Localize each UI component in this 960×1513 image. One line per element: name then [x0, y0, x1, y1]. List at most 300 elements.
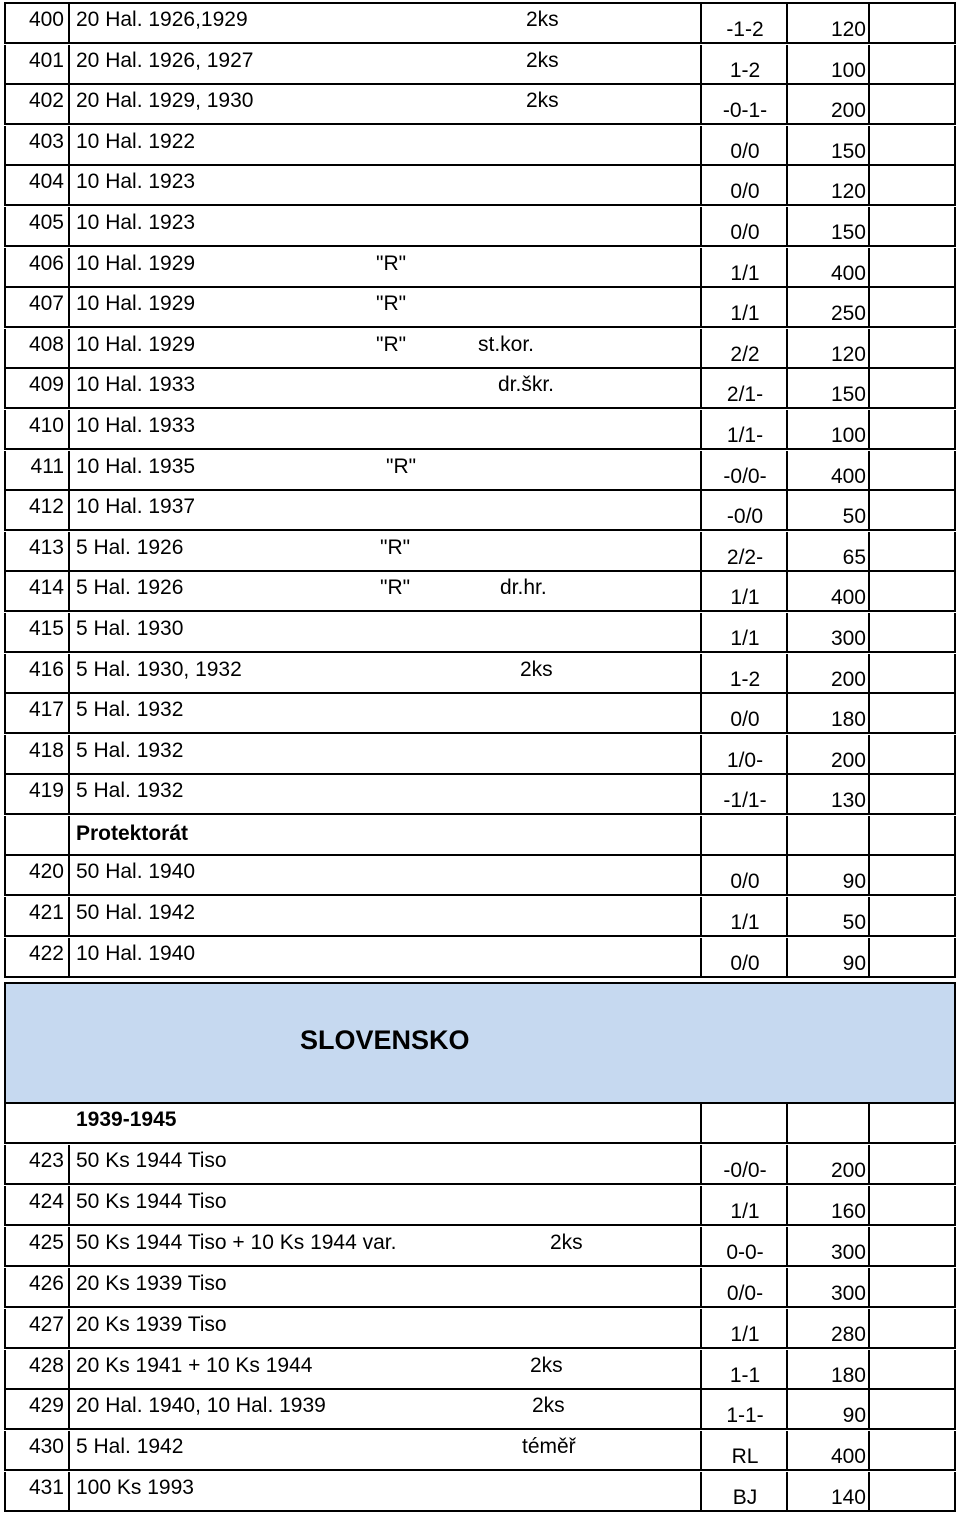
price-cell	[788, 1472, 870, 1510]
lot-number-cell	[4, 491, 70, 529]
table-row	[4, 248, 956, 288]
price-cell	[788, 369, 870, 407]
empty-cell	[870, 1390, 956, 1428]
lot-price: 200	[830, 748, 866, 772]
empty-cell	[870, 288, 956, 326]
grade-cell	[702, 451, 788, 489]
lot-number: 418	[28, 738, 64, 762]
lot-number-cell	[4, 532, 70, 570]
slovensko-banner	[4, 982, 956, 1104]
description-cell	[70, 1145, 702, 1183]
lot-grade: BJ	[732, 1486, 758, 1510]
price-cell	[788, 410, 870, 448]
price-cell	[788, 775, 870, 813]
empty-cell	[870, 451, 956, 489]
lot-number: 406	[28, 251, 64, 275]
grade-cell	[702, 166, 788, 204]
lot-number-cell	[4, 613, 70, 651]
lot-note: 2ks	[520, 657, 553, 681]
description-cell	[70, 126, 702, 164]
table-row	[4, 1431, 956, 1471]
lot-number-cell	[4, 572, 70, 610]
lot-number: 427	[28, 1312, 64, 1336]
description-cell	[70, 1227, 702, 1265]
price-cell	[788, 1350, 870, 1388]
lot-number-cell	[4, 654, 70, 692]
lot-description: 20 Ks 1941 + 10 Ks 1944	[76, 1353, 313, 1377]
empty-cell	[870, 1431, 956, 1469]
grade-cell	[702, 4, 788, 42]
price-cell	[788, 491, 870, 529]
grade-cell	[702, 85, 788, 123]
lot-condition-note: st.kor.	[478, 332, 535, 356]
grade-cell	[702, 654, 788, 692]
lot-number-cell	[4, 775, 70, 813]
lot-number: 424	[28, 1189, 64, 1213]
section-heading-cell	[70, 816, 702, 854]
lot-grade: 1/1	[730, 1322, 760, 1346]
lot-grade: 1/1	[730, 1199, 760, 1223]
grade-cell	[702, 1350, 788, 1388]
empty-cell	[870, 410, 956, 448]
lot-number: 409	[28, 373, 64, 397]
lot-price: 160	[830, 1199, 866, 1223]
description-cell	[70, 329, 702, 367]
lot-note: "R"	[386, 454, 417, 478]
description-cell	[70, 654, 702, 692]
empty-cell	[870, 166, 956, 204]
description-cell	[70, 1309, 702, 1347]
lot-description: 20 Ks 1939 Tiso	[76, 1312, 227, 1336]
lot-number: 428	[28, 1353, 64, 1377]
lot-number: 430	[28, 1435, 64, 1459]
grade-cell	[702, 207, 788, 245]
lot-grade: 0/0	[730, 180, 760, 204]
lot-number: 401	[28, 48, 64, 72]
lot-number: 405	[28, 211, 64, 234]
grade-cell	[702, 1227, 788, 1265]
lot-number: 404	[28, 170, 64, 194]
lot-grade: 1/1	[730, 911, 760, 934]
grade-cell	[702, 1431, 788, 1469]
lot-description: 20 Hal. 1926, 1927	[76, 48, 254, 72]
lot-note: 2ks	[526, 89, 559, 113]
lot-description: 5 Hal. 1926	[76, 576, 184, 600]
table-row	[4, 856, 956, 896]
lot-description: 50 Ks 1944 Tiso + 10 Ks 1944 var.	[76, 1230, 397, 1254]
lot-price: 90	[842, 952, 866, 975]
description-cell	[70, 4, 702, 42]
lot-number: 403	[28, 129, 64, 153]
empty-cell	[870, 775, 956, 813]
empty-cell	[870, 613, 956, 651]
table-row	[4, 329, 956, 369]
lot-price: 180	[830, 708, 866, 732]
table-row	[4, 654, 956, 694]
description-cell	[70, 410, 702, 448]
lot-number: 420	[28, 860, 64, 883]
price-cell	[788, 329, 870, 367]
lot-number: 414	[28, 576, 64, 600]
lot-price: 130	[830, 789, 866, 813]
lot-grade: -0/0-	[723, 464, 767, 488]
lot-note: "R"	[380, 576, 411, 600]
lot-description: 50 Ks 1944 Tiso	[76, 1189, 227, 1213]
lot-price: 300	[830, 1281, 866, 1305]
table-row	[4, 1350, 956, 1390]
lot-price: 200	[830, 99, 866, 123]
empty-cell	[870, 248, 956, 286]
price-cell	[788, 1431, 870, 1469]
grade-cell	[702, 1390, 788, 1428]
lot-note: téměř	[522, 1435, 576, 1459]
lot-price: 400	[830, 1445, 866, 1469]
description-cell	[70, 1472, 702, 1510]
table-row	[4, 532, 956, 572]
lot-grade: 0/0	[730, 221, 760, 244]
lot-grade: 0/0	[730, 870, 760, 893]
description-cell	[70, 1431, 702, 1469]
lot-number-cell	[4, 1227, 70, 1265]
price-cell	[788, 451, 870, 489]
empty-cell	[870, 735, 956, 773]
description-cell	[70, 735, 702, 773]
lot-description: 5 Hal. 1930, 1932	[76, 657, 242, 681]
empty-cell	[870, 938, 956, 976]
grade-cell	[702, 572, 788, 610]
lot-number-cell	[4, 85, 70, 123]
empty-cell	[870, 45, 956, 83]
grade-cell	[702, 1472, 788, 1510]
grade-cell	[702, 613, 788, 651]
empty-cell	[870, 1268, 956, 1306]
lot-price: 150	[830, 139, 866, 163]
lot-number-cell	[4, 248, 70, 286]
grade-cell	[702, 1268, 788, 1306]
price-cell	[788, 1309, 870, 1347]
lot-note: 2ks	[550, 1230, 583, 1254]
lot-number: 413	[28, 535, 64, 559]
lot-grade: 0/0-	[726, 1281, 764, 1305]
grade-cell	[702, 369, 788, 407]
price-cell	[788, 85, 870, 123]
lot-price: 150	[830, 383, 866, 407]
lot-condition-note: dr.hr.	[500, 576, 547, 600]
lot-price: 50	[842, 505, 866, 529]
grade-cell	[702, 897, 788, 935]
lot-number-cell	[4, 1309, 70, 1347]
lot-description: 50 Ks 1944 Tiso	[76, 1149, 227, 1172]
table-row	[4, 1309, 956, 1349]
empty-cell	[870, 1472, 956, 1510]
lot-number: 416	[28, 657, 64, 681]
lot-number-cell	[4, 329, 70, 367]
banner-title: SLOVENSKO	[300, 1025, 470, 1055]
grade-cell	[702, 248, 788, 286]
lot-price: 90	[842, 1404, 866, 1428]
lot-number: 423	[28, 1149, 64, 1172]
lot-grade: 0/0	[730, 139, 760, 163]
lot-price: 100	[830, 424, 866, 447]
description-cell	[70, 1350, 702, 1388]
empty-cell	[870, 1350, 956, 1388]
lot-number-cell	[4, 1268, 70, 1306]
description-cell	[70, 248, 702, 286]
lot-number-cell	[4, 45, 70, 83]
lot-number: 426	[28, 1271, 64, 1295]
empty-cell	[870, 1145, 956, 1183]
lot-price: 400	[830, 586, 866, 610]
lot-note: "R"	[376, 251, 407, 275]
lot-description: 10 Hal. 1922	[76, 129, 196, 153]
lot-grade: -0/0-	[723, 1159, 767, 1182]
empty-cell	[870, 126, 956, 164]
lot-grade: 1/1	[730, 302, 760, 326]
lot-note: 2ks	[526, 8, 559, 31]
price-cell	[788, 694, 870, 732]
lot-description: 10 Hal. 1933	[76, 414, 196, 437]
description-cell	[70, 775, 702, 813]
table-row	[4, 1268, 956, 1308]
lot-description: 50 Hal. 1942	[76, 901, 196, 924]
lot-note: 2ks	[526, 48, 559, 72]
lot-price: 150	[830, 221, 866, 244]
lot-grade: RL	[731, 1445, 759, 1469]
lot-price: 300	[830, 1240, 866, 1264]
lot-number: 412	[28, 495, 64, 519]
grade-cell	[702, 1145, 788, 1183]
lot-price: 180	[830, 1363, 866, 1387]
lot-grade: 1/1	[730, 261, 760, 285]
table-row	[4, 85, 956, 125]
lot-price: 400	[830, 464, 866, 488]
table-row	[4, 491, 956, 531]
lot-price: 140	[830, 1486, 866, 1510]
lot-description: 5 Hal. 1926	[76, 535, 184, 559]
lot-number: 429	[28, 1394, 64, 1418]
lot-number: 407	[28, 292, 64, 316]
lot-grade: 1-2	[729, 667, 761, 691]
empty-cell	[870, 329, 956, 367]
price-cell	[788, 532, 870, 570]
lot-description: 10 Hal. 1933	[76, 373, 196, 397]
lot-number-cell	[4, 1186, 70, 1224]
lot-number: 422	[28, 942, 64, 965]
empty-cell	[870, 897, 956, 935]
price-cell	[788, 654, 870, 692]
lot-number: 411	[30, 454, 64, 478]
lot-description: 10 Hal. 1929	[76, 251, 196, 275]
lot-number: 402	[28, 89, 64, 113]
price-cell	[788, 1227, 870, 1265]
empty-cell	[870, 4, 956, 42]
price-cell	[788, 613, 870, 651]
lot-number-cell	[4, 694, 70, 732]
period-heading-cell	[70, 1104, 702, 1142]
lot-number-cell	[4, 1145, 70, 1183]
price-cell	[788, 45, 870, 83]
lot-number-cell	[4, 4, 70, 42]
lot-number: 400	[28, 8, 64, 31]
description-cell	[70, 491, 702, 529]
price-cell	[788, 897, 870, 935]
lot-number: 431	[28, 1476, 64, 1500]
lot-number-cell	[4, 451, 70, 489]
table-row	[4, 1145, 956, 1185]
lot-price: 50	[842, 911, 866, 934]
empty-cell	[870, 369, 956, 407]
table-row	[4, 897, 956, 937]
description-cell	[70, 856, 702, 894]
empty-cell	[870, 207, 956, 245]
table-row	[4, 45, 956, 85]
lot-price: 300	[830, 627, 866, 650]
lot-grade: 0-0-	[726, 1240, 764, 1264]
lot-number-cell	[4, 856, 70, 894]
protektorat-heading-row	[4, 816, 956, 856]
lot-grade: 1/1-	[726, 424, 764, 447]
lot-number-cell	[4, 410, 70, 448]
table-row	[4, 775, 956, 815]
price-cell	[788, 1390, 870, 1428]
table-row	[4, 735, 956, 775]
price-cell	[788, 288, 870, 326]
price-cell	[788, 1145, 870, 1183]
lot-description: 20 Hal. 1926,1929	[76, 8, 248, 31]
lot-price: 65	[842, 545, 866, 569]
grade-cell	[702, 938, 788, 976]
grade-cell	[702, 856, 788, 894]
lot-note: 2ks	[530, 1353, 563, 1377]
grade-cell	[702, 1309, 788, 1347]
empty-num-cell	[4, 816, 70, 854]
lot-note: "R"	[376, 332, 407, 356]
lot-price: 100	[830, 58, 866, 82]
period-heading-row	[4, 1104, 956, 1144]
lot-number-cell	[4, 207, 70, 245]
table-row	[4, 694, 956, 734]
grade-cell	[702, 532, 788, 570]
lot-number: 417	[28, 698, 64, 722]
lot-description: 100 Ks 1993	[76, 1476, 194, 1500]
lot-price: 120	[830, 18, 866, 41]
lot-description: 10 Hal. 1937	[76, 495, 196, 519]
lot-description: 20 Hal. 1940, 10 Hal. 1939	[76, 1394, 326, 1418]
lot-description: 10 Hal. 1935	[76, 454, 196, 478]
lot-note: 2ks	[532, 1394, 565, 1418]
description-cell	[70, 572, 702, 610]
price-cell	[788, 1268, 870, 1306]
lot-number: 425	[28, 1230, 64, 1254]
price-cell	[788, 735, 870, 773]
description-cell	[70, 451, 702, 489]
table-row	[4, 1390, 956, 1430]
lot-number-cell	[4, 1472, 70, 1510]
period-heading: 1939-1945	[76, 1108, 177, 1131]
lot-number: 410	[28, 414, 64, 437]
lot-number-cell	[4, 369, 70, 407]
table-row	[4, 166, 956, 206]
lot-number: 415	[28, 617, 64, 640]
table-row	[4, 1472, 956, 1512]
lot-description: 5 Hal. 1930	[76, 617, 184, 640]
table-row	[4, 613, 956, 653]
price-cell	[788, 1186, 870, 1224]
lot-grade: 2/2-	[726, 545, 764, 569]
description-cell	[70, 85, 702, 123]
empty-cell	[870, 1186, 956, 1224]
lot-description: 20 Hal. 1929, 1930	[76, 89, 254, 113]
lot-price: 90	[842, 870, 866, 893]
grade-cell	[702, 45, 788, 83]
grade-cell	[702, 126, 788, 164]
grade-cell	[702, 288, 788, 326]
grade-cell	[702, 329, 788, 367]
lot-price: 120	[830, 180, 866, 204]
lot-grade: 0/0	[730, 708, 760, 732]
lot-price: 120	[830, 342, 866, 366]
description-cell	[70, 45, 702, 83]
price-cell	[788, 572, 870, 610]
table-row	[4, 1186, 956, 1226]
lot-price: 200	[830, 1159, 866, 1182]
description-cell	[70, 897, 702, 935]
description-cell	[70, 207, 702, 245]
description-cell	[70, 938, 702, 976]
price-cell	[788, 166, 870, 204]
table-row	[4, 451, 956, 491]
description-cell	[70, 288, 702, 326]
lot-number-cell	[4, 288, 70, 326]
lot-note: "R"	[376, 292, 407, 316]
description-cell	[70, 694, 702, 732]
table-row	[4, 938, 956, 978]
empty-cell	[870, 694, 956, 732]
lot-grade: 1-2	[729, 58, 761, 82]
lot-note: "R"	[380, 535, 411, 559]
description-cell	[70, 1186, 702, 1224]
grade-cell	[702, 410, 788, 448]
table-row	[4, 572, 956, 612]
grade-cell	[702, 1186, 788, 1224]
lot-grade: 1-1-	[726, 1404, 764, 1428]
protektorat-heading: Protektorát	[76, 822, 189, 845]
lot-number-cell	[4, 1350, 70, 1388]
description-cell	[70, 1268, 702, 1306]
table-row	[4, 207, 956, 247]
lot-description: 10 Hal. 1929	[76, 292, 196, 316]
lot-number-cell	[4, 735, 70, 773]
lot-grade: 1/0-	[726, 748, 764, 772]
lot-number: 408	[28, 332, 64, 356]
lot-description: 10 Hal. 1923	[76, 211, 196, 234]
table-row	[4, 126, 956, 166]
description-cell	[70, 613, 702, 651]
lot-grade: 1-1	[729, 1363, 761, 1387]
lot-description: 5 Hal. 1932	[76, 738, 184, 762]
empty-cell	[870, 1227, 956, 1265]
lot-number-cell	[4, 126, 70, 164]
table-row	[4, 369, 956, 409]
lot-description: 20 Ks 1939 Tiso	[76, 1271, 227, 1295]
lot-description: 5 Hal. 1932	[76, 698, 184, 722]
lot-description: 5 Hal. 1932	[76, 779, 184, 803]
price-cell	[788, 938, 870, 976]
lot-description: 10 Hal. 1923	[76, 170, 196, 194]
price-cell	[788, 856, 870, 894]
table-row	[4, 1227, 956, 1267]
price-cell	[788, 248, 870, 286]
